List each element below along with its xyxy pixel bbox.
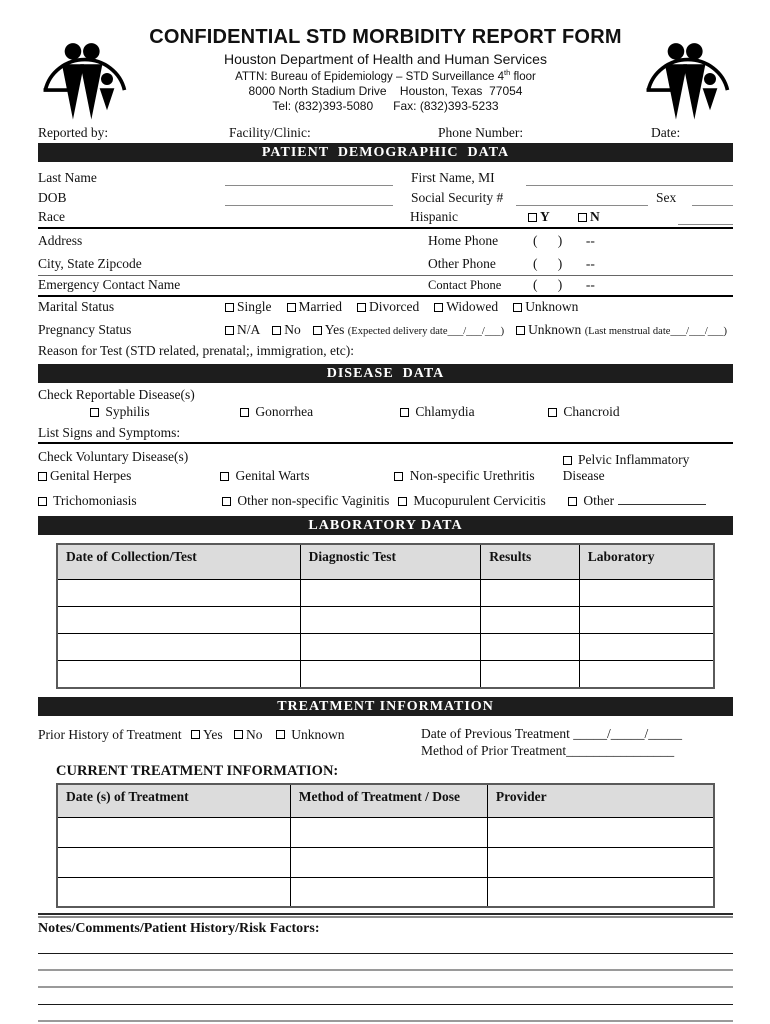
checkbox-icon [548,408,557,417]
trichomoniasis-label: Trichomoniasis [53,493,137,508]
lab-col-date: Date of Collection/Test [57,544,300,580]
pregnancy-status-row [38,318,733,342]
notes-input-line[interactable] [38,937,733,954]
gonorrhea-label: Gonorrhea [255,404,314,419]
treatment-cell[interactable] [487,817,714,847]
other-nonspecific-vaginitis-checkbox[interactable] [222,493,398,509]
lab-table-row [57,607,714,634]
lab-cell[interactable] [300,661,481,688]
current-treatment-label: CURRENT TREATMENT INFORMATION: [56,762,339,779]
marital-married-label: Married [298,299,342,314]
other-phone-input[interactable]: ( ) -- [533,256,595,271]
pregnancy-na-label: N/A [237,322,261,337]
previous-treatment-date[interactable]: Date of Previous Treatment _____/_____/_____ [421,725,682,741]
sex-label: Sex [656,190,677,205]
checkbox-icon [90,408,99,417]
trichomoniasis-checkbox[interactable] [38,493,222,509]
contact-phone-label: Contact Phone [428,278,502,292]
notes-input-line[interactable] [38,954,733,971]
last-name-label: Last Name [38,170,97,185]
lab-table-row [57,580,714,607]
form-title: CONFIDENTIAL STD MORBIDITY REPORT FORM [149,26,622,48]
section-header-laboratory: LABORATORY DATA [38,516,733,535]
reason-for-test-row [38,342,733,362]
double-divider [38,913,733,918]
checkbox-icon [563,456,572,465]
header-text-block [133,26,638,113]
lab-cell[interactable] [481,634,580,661]
checkbox-icon [398,497,407,506]
hispanic-no-checkbox[interactable] [578,209,628,225]
first-name-input-line[interactable] [526,185,733,186]
expected-delivery-date-note[interactable]: (Expected delivery date___/___/___) [347,326,505,337]
date-label: Date: [651,125,681,140]
treatment-table-row [57,847,714,877]
section-header-treatment: TREATMENT INFORMATION [38,697,733,716]
ssn-label: Social Security # [411,190,504,205]
checkbox-icon [38,497,47,506]
lab-cell[interactable] [481,607,580,634]
marital-widowed-label: Widowed [446,299,499,314]
treatment-cell[interactable] [290,847,487,877]
checkbox-icon [191,730,200,739]
marital-single-label: Single [237,299,272,314]
checkbox-icon [513,303,522,312]
notes-input-line[interactable] [38,971,733,988]
chlamydia-label: Chlamydia [415,404,475,419]
checkbox-icon [568,497,577,506]
treatment-header-row [57,784,714,818]
dob-input-line[interactable] [225,205,393,206]
pregnancy-unknown-checkbox[interactable] [516,322,727,338]
lab-table-row [57,661,714,688]
reported-by-row [38,122,733,141]
prior-yes-label: Yes [203,726,223,742]
hdhhs-logo-left [38,26,133,126]
marital-divorced-checkbox[interactable] [357,299,419,315]
treat-col-method: Method of Treatment / Dose [290,784,487,818]
address-label: Address [38,233,83,248]
nonspecific-urethritis-label: Non-specific Urethritis [409,468,535,483]
tel-fax-line: Tel: (832)393-5080 Fax: (832)393-5233 [272,98,499,113]
section-header-demographic: PATIENT DEMOGRAPHIC DATA [38,143,733,162]
lab-cell[interactable] [579,634,714,661]
signs-symptoms-label: List Signs and Symptoms: [38,425,181,440]
checkbox-icon [400,408,409,417]
dob-label: DOB [38,190,67,205]
sex-input-line-continued[interactable] [678,224,733,225]
lab-col-laboratory: Laboratory [579,544,714,580]
treatment-cell[interactable] [57,847,290,877]
lab-cell[interactable] [481,580,580,607]
checkbox-icon [287,303,296,312]
marital-divorced-label: Divorced [369,299,420,314]
reportable-diseases-label: Check Reportable Disease(s) [38,387,195,402]
chlamydia-checkbox[interactable] [400,404,548,420]
department-name: Houston Department of Health and Human Services [224,51,547,67]
treatment-cell[interactable] [290,877,487,907]
checkbox-icon [272,326,281,335]
marital-widowed-checkbox[interactable] [434,299,498,315]
lab-col-results: Results [481,544,580,580]
lab-cell[interactable] [57,661,300,688]
attn-line [133,68,638,83]
last-name-input-line[interactable] [225,185,393,186]
prior-history-label: Prior History of Treatment [38,726,182,742]
genital-warts-label: Genital Warts [235,468,310,483]
checkbox-icon [516,326,525,335]
nonspecific-urethritis-checkbox[interactable] [394,468,562,484]
lab-cell[interactable] [300,634,481,661]
mucopurulent-cervicitis-label: Mucopurulent Cervicitis [413,493,546,508]
pregnancy-yes-label: Yes [324,322,345,337]
other-disease-input-line[interactable] [618,494,706,505]
prior-no-label: No [246,726,263,742]
checkbox-icon [222,497,231,506]
hispanic-no-label: N [590,209,600,224]
lab-cell[interactable] [300,607,481,634]
checkbox-icon [276,730,285,739]
notes-input-line[interactable] [38,988,733,1005]
lab-col-diagnostic-test: Diagnostic Test [300,544,481,580]
marital-unknown-label: Unknown [525,299,579,314]
lab-cell[interactable] [57,607,300,634]
city-row [38,253,733,276]
marital-married-checkbox[interactable] [287,299,342,315]
race-row [38,206,733,225]
checkbox-icon [578,213,587,222]
reportable-diseases-row [38,403,733,420]
prior-history-group [38,725,421,759]
syphilis-label: Syphilis [105,404,150,419]
prior-yes-checkbox[interactable] [191,727,223,743]
other-nonspecific-vaginitis-label: Other non-specific Vaginitis [237,493,390,508]
treatment-cell[interactable] [487,847,714,877]
hdhhs-logo-right [638,26,733,126]
lab-cell[interactable] [579,607,714,634]
attn-suffix: floor [510,70,536,83]
section-header-disease: DISEASE DATA [38,364,733,383]
home-phone-input[interactable]: ( ) -- [533,233,595,248]
treatment-cell[interactable] [57,817,290,847]
pregnancy-no-label: No [284,322,301,337]
notes-label: Notes/Comments/Patient History/Risk Factors: [38,921,320,936]
hispanic-yes-checkbox[interactable] [528,209,578,225]
pregnancy-status-label: Pregnancy Status [38,322,132,337]
voluntary-diseases-label: Check Voluntary Disease(s) [38,449,189,464]
checkbox-icon [313,326,322,335]
address-row [38,229,733,253]
hispanic-label: Hispanic [410,209,458,224]
chancroid-label: Chancroid [563,404,620,419]
syphilis-checkbox[interactable] [90,404,240,420]
treatment-cell[interactable] [487,877,714,907]
current-treatment-table [56,783,715,909]
checkbox-icon [357,303,366,312]
emergency-contact-label: Emergency Contact Name [38,277,181,292]
family-logo-icon [641,36,733,122]
laboratory-table [56,543,715,689]
checkbox-icon [220,472,229,481]
facility-clinic-label: Facility/Clinic: [229,125,311,140]
checkbox-icon [38,472,47,481]
checkbox-icon [234,730,243,739]
marital-status-row [38,297,733,318]
lab-cell[interactable] [300,580,481,607]
street-address: 8000 North Stadium Drive Houston, Texas 77054 [248,83,523,98]
other-disease-checkbox[interactable] [568,493,706,509]
reported-by-label: Reported by: [38,125,109,140]
laboratory-header-row [57,544,714,580]
prior-unknown-label: Unknown [291,726,345,742]
lab-cell[interactable] [579,661,714,688]
marital-status-label: Marital Status [38,299,115,314]
name-row [38,165,733,186]
other-disease-label: Other [583,493,615,508]
pregnancy-unknown-label: Unknown [528,322,582,337]
attn-prefix: ATTN: Bureau of Epidemiology – STD Surveillance 4 [235,70,505,83]
checkbox-icon [394,472,403,481]
treat-col-date: Date (s) of Treatment [57,784,290,818]
prior-no-checkbox[interactable] [234,727,263,743]
prior-unknown-checkbox[interactable] [276,727,345,743]
signs-symptoms-row [38,420,733,444]
prior-history-row [38,725,733,759]
lab-cell[interactable] [57,634,300,661]
phone-number-label: Phone Number: [438,125,524,140]
first-name-label: First Name, MI [411,170,495,185]
lab-cell[interactable] [481,661,580,688]
lab-cell[interactable] [579,580,714,607]
last-menstrual-date-note[interactable]: (Last menstrual date___/___/___) [584,326,727,337]
prior-treatment-method[interactable]: Method of Prior Treatment________________ [421,742,675,758]
pregnancy-na-checkbox[interactable] [225,322,260,338]
checkbox-icon [528,213,537,222]
race-label: Race [38,209,65,224]
pelvic-inflammatory-disease-checkbox[interactable] [563,452,733,484]
contact-phone-input[interactable]: ( ) -- [533,277,595,292]
checkbox-icon [434,303,443,312]
attn-superscript: th [504,68,511,77]
genital-warts-checkbox[interactable] [220,468,394,484]
dob-row [38,186,733,206]
mucopurulent-cervicitis-checkbox[interactable] [398,493,568,509]
reason-for-test-label: Reason for Test (STD related, prenatal;, immigration, etc): [38,343,354,358]
checkbox-icon [225,303,234,312]
marital-unknown-checkbox[interactable] [513,299,578,315]
genital-herpes-checkbox[interactable] [38,468,220,484]
treatment-table-row [57,817,714,847]
chancroid-checkbox[interactable] [548,404,620,420]
pregnancy-no-checkbox[interactable] [272,322,301,338]
genital-herpes-label: Genital Herpes [50,468,132,483]
voluntary-diseases-row-2 [38,490,733,509]
gonorrhea-checkbox[interactable] [240,404,400,420]
previous-treatment-group [421,725,733,759]
treat-col-provider: Provider [487,784,714,818]
pelvic-inflammatory-disease-label: Pelvic Inflammatory Disease [562,452,690,483]
family-logo-icon [38,36,130,122]
sex-input-line[interactable] [692,205,733,206]
home-phone-label: Home Phone [428,233,499,248]
hispanic-yes-label: Y [540,209,550,224]
treatment-cell[interactable] [290,817,487,847]
city-state-zip-label: City, State Zipcode [38,256,142,271]
form-header [38,26,733,118]
other-phone-label: Other Phone [428,256,496,271]
emergency-contact-row [38,276,733,295]
treatment-table-row [57,877,714,907]
checkbox-icon [225,326,234,335]
notes-input-line[interactable] [38,1005,733,1022]
marital-single-checkbox[interactable] [225,299,272,315]
checkbox-icon [240,408,249,417]
treatment-cell[interactable] [57,877,290,907]
lab-table-row [57,634,714,661]
ssn-input-line[interactable] [516,205,648,206]
lab-cell[interactable] [57,580,300,607]
pregnancy-yes-checkbox[interactable] [313,322,504,338]
